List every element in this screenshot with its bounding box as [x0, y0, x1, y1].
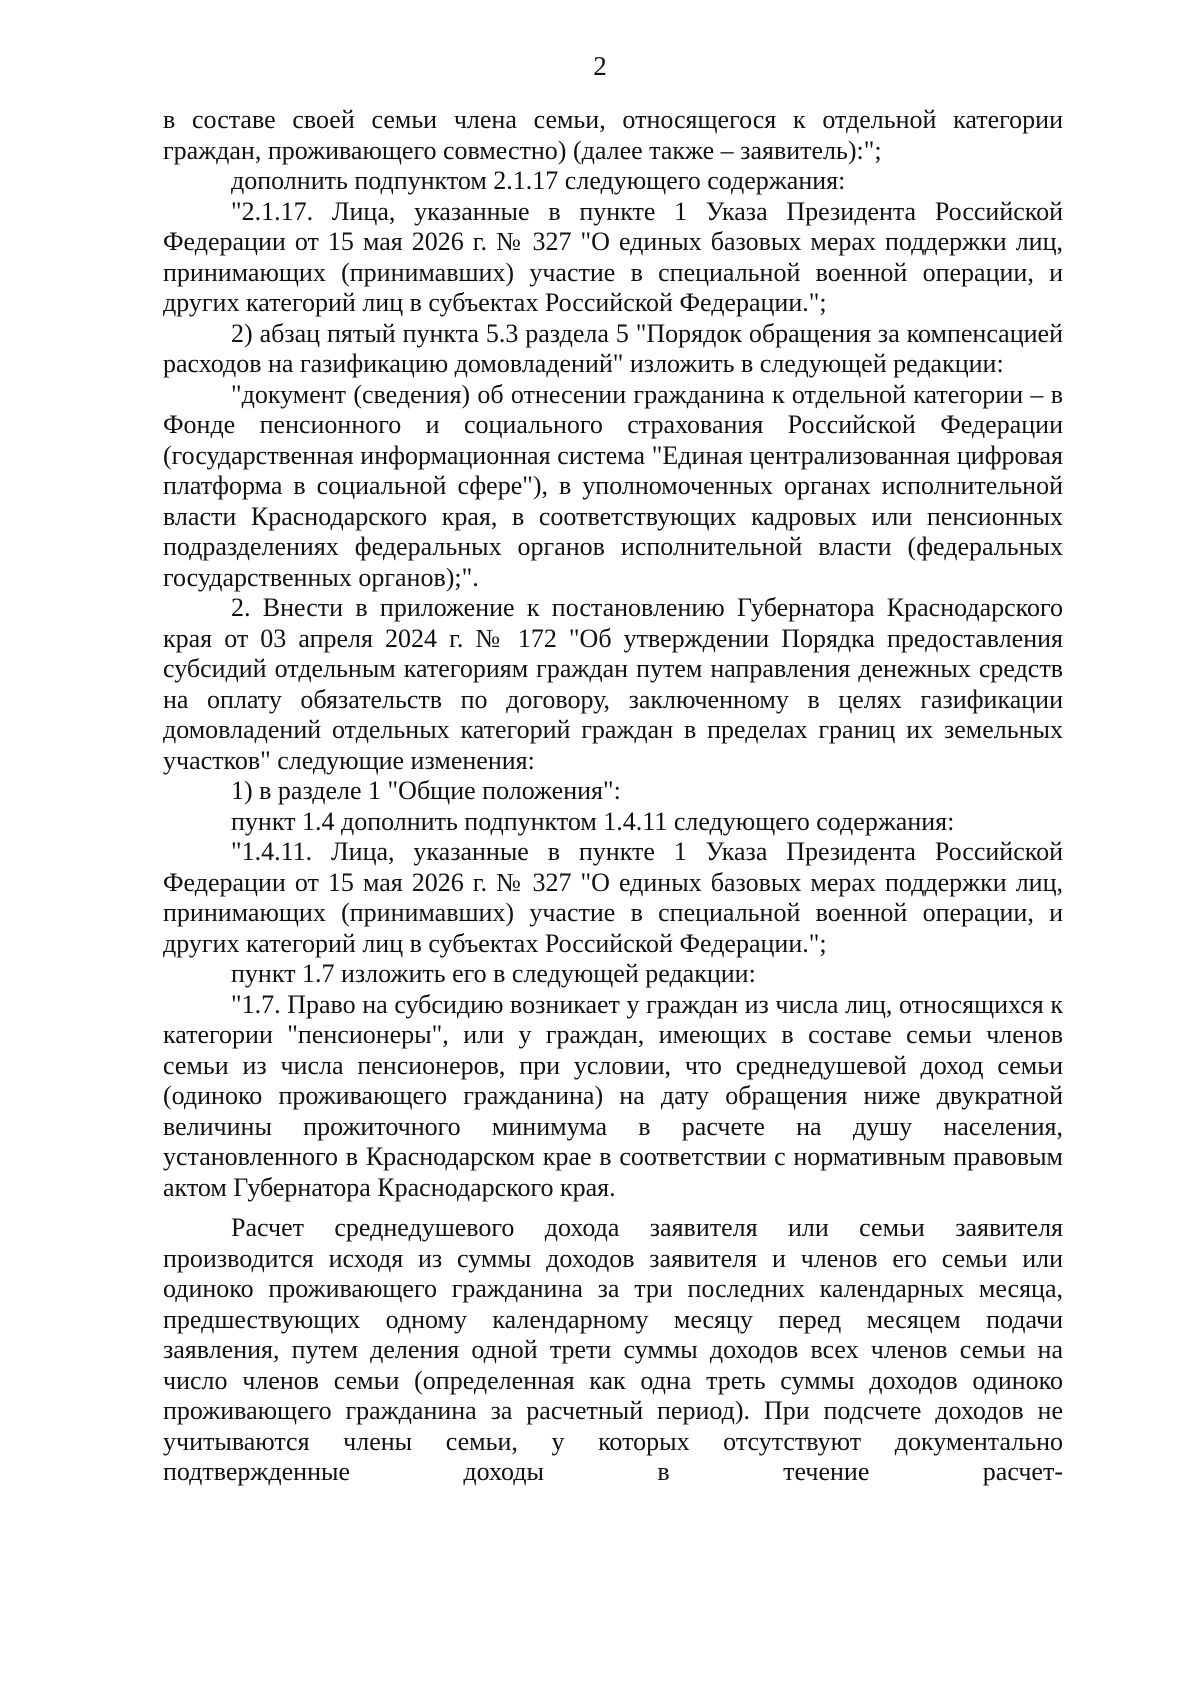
paragraph: "1.4.11. Лица, указанные в пункте 1 Указа Президента Российской Федерации от 15 мая 2026 г. № 327 "О единых базовых мерах поддержки лиц, принимающих (принимавших) участие в специальной военной операции, и других категорий лиц в субъектах Российской Федерации."; [163, 837, 1063, 958]
paragraph: в составе своей семьи члена семьи, относящегося к отдельной категории граждан, проживающего совместно) (далее также – заявитель):"; [163, 105, 1063, 165]
paragraph: "2.1.17. Лица, указанные в пункте 1 Указа Президента Российской Федерации от 15 мая 2026 г. № 327 "О единых базовых мерах поддержки лиц, принимающих (принимавших) участие в специальной военной операции, и других категорий лиц в субъектах Российской Федерации."; [163, 196, 1063, 317]
page-number: 2 [593, 51, 607, 81]
paragraph: Расчет среднедушевого дохода заявителя или семьи заявителя производится исходя из суммы доходов заявителя и членов его семьи или одиноко проживающего гражданина за три последних календарных месяца, предшествующих одному календарному месяцу перед месяцем подачи заявления, путем деления одной трети суммы доходов всех членов семьи на число членов семьи (определенная как одна треть суммы доходов одиноко проживающего гражданина за расчетный период). При подсчете доходов не учитываются члены семьи, у которых отсутствуют документально подтвержденные доходы в течение расчет- [163, 1213, 1063, 1486]
paragraph: дополнить подпунктом 2.1.17 следующего содержания: [231, 166, 846, 195]
paragraph: 2) абзац пятый пункта 5.3 раздела 5 "Порядок обращения за компенсацией расходов на газификацию домовладений" изложить в следующей редакции: [163, 318, 1063, 378]
paragraph: "документ (сведения) об отнесении гражданина к отдельной категории – в Фонде пенсионного и социального страхования Российской Федерации (государственная информационная система "Единая централизованная цифровая платформа в социальной сфере"), в уполномоченных органах исполнительной власти Краснодарского края, в соответствующих кадровых или пенсионных подразделениях федеральных органов исполнительной власти (федеральных государственных органов);". [163, 379, 1063, 592]
paragraph: пункт 1.4 дополнить подпунктом 1.4.11 следующего содержания: [231, 806, 955, 836]
paragraph: 1) в разделе 1 "Общие положения": [231, 776, 621, 805]
paragraph: пункт 1.7 изложить его в следующей редакции: [231, 959, 756, 988]
paragraph: "1.7. Право на субсидию возникает у граждан из числа лиц, относящихся к категории "пенсионеры", или у граждан, имеющих в составе семьи членов семьи из числа пенсионеров, при условии, что среднедушевой доход семьи (одиноко проживающего гражданина) на дату обращения ниже двукратной величины прожиточного минимума в расчете на душу населения, установленного в Краснодарском крае в соответствии с нормативным правовым актом Губернатора Краснодарского края. [163, 989, 1063, 1202]
paragraph: 2. Внести в приложение к постановлению Губернатора Краснодарского края от 03 апреля 2024 г. № 172 "Об утверждении Порядка предоставления субсидий отдельным категориям граждан путем направления денежных средств на оплату обязательств по договору, заключенному в целях газификации домовладений отдельных категорий граждан в пределах границ их земельных участков" следующие изменения: [163, 593, 1063, 775]
document-body [163, 105, 1063, 1488]
